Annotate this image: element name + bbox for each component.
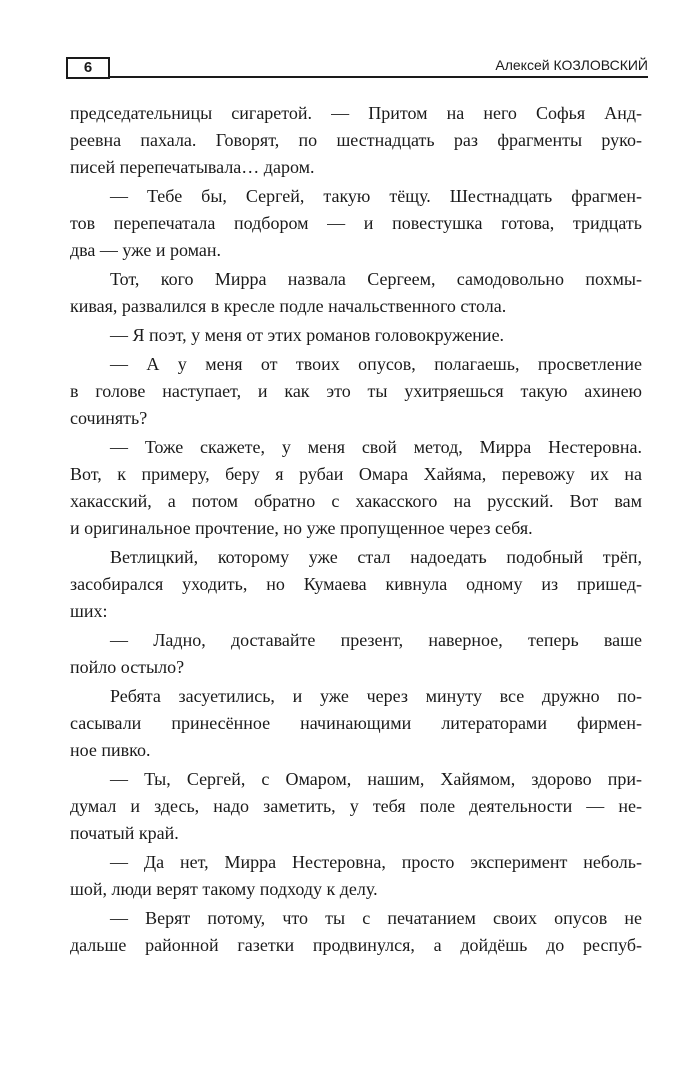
text-line: сочинять?: [70, 408, 148, 428]
running-head: Алексей КОЗЛОВСКИЙ: [495, 57, 648, 73]
text-line: — Ладно, доставайте презент, наверное, теперь ваше: [110, 630, 642, 650]
text-line: — Тоже скажете, у меня свой метод, Мирра Нестеровна.: [110, 437, 642, 457]
text-line: — Да нет, Мирра Нестеровна, просто эксперимент неболь-: [110, 852, 642, 872]
text-line: ное пивко.: [70, 740, 151, 760]
text-line: думал и здесь, надо заметить, у тебя поле деятельности — не-: [70, 796, 642, 816]
paragraph: [70, 905, 642, 959]
paragraph: [70, 100, 642, 181]
text-line: Тот, кого Мирра назвала Сергеем, самодовольно похмы-: [110, 269, 642, 289]
text-line: реевна пахала. Говорят, по шестнадцать раз фрагменты руко-: [70, 130, 642, 150]
header-rule: [110, 76, 648, 78]
paragraph: [70, 183, 642, 264]
text-line: дальше районной газетки продвинулся, а дойдёшь до респуб-: [70, 935, 642, 955]
text-line: початый край.: [70, 823, 179, 843]
text-line: Ветлицкий, которому уже стал надоедать подобный трёп,: [110, 547, 642, 567]
text-line: и оригинальное прочтение, но уже пропущенное через себя.: [70, 518, 533, 538]
text-line: — А у меня от твоих опусов, полагаешь, просветление: [110, 354, 642, 374]
text-line: шой, люди верят такому подходу к делу.: [70, 879, 378, 899]
page-number: 6: [66, 57, 110, 79]
text-line: пойло остыло?: [70, 657, 185, 677]
page-header: [66, 57, 648, 83]
text-line: писей перепечатывала… даром.: [70, 157, 315, 177]
paragraph: [70, 266, 642, 320]
text-line: — Ты, Сергей, с Омаром, нашим, Хайямом, здорово при-: [110, 769, 642, 789]
text-line: — Тебе бы, Сергей, такую тёщу. Шестнадцать фрагмен-: [110, 186, 642, 206]
paragraph: [70, 766, 642, 847]
text-line: в голове наступает, и как это ты ухитряешься такую ахинею: [70, 381, 642, 401]
text-line: тов перепечатала подбором — и повестушка готова, тридцать: [70, 213, 642, 233]
text-line: — Верят потому, что ты с печатанием своих опусов не: [110, 908, 642, 928]
paragraph: [70, 351, 642, 432]
text-line: — Я поэт, у меня от этих романов головокружение.: [110, 325, 505, 345]
text-line: хакасский, а потом обратно с хакасского на русский. Вот вам: [70, 491, 642, 511]
text-line: засобирался уходить, но Кумаева кивнула одному из пришед-: [70, 574, 642, 594]
paragraph: [70, 627, 642, 681]
text-line: сасывали принесённое начинающими литераторами фирмен-: [70, 713, 642, 733]
paragraph: [70, 544, 642, 625]
paragraph: [70, 434, 642, 542]
text-line: кивая, развалился в кресле подле начальственного стола.: [70, 296, 507, 316]
paragraph: [70, 683, 642, 764]
text-line: председательницы сигаретой. — Притом на него Софья Анд-: [70, 103, 642, 123]
text-line: два — уже и роман.: [70, 240, 222, 260]
text-line: Ребята засуетились, и уже через минуту все дружно по-: [110, 686, 642, 706]
paragraph: [70, 322, 642, 349]
text-line: Вот, к примеру, беру я рубаи Омара Хайяма, перевожу их на: [70, 464, 642, 484]
body-text: [70, 100, 642, 961]
paragraph: [70, 849, 642, 903]
text-line: ших:: [70, 601, 108, 621]
